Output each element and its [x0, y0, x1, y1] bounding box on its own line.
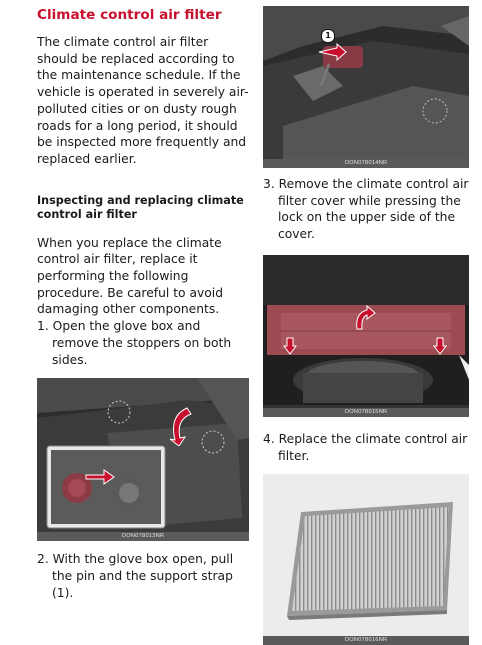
figure-air-filter — [263, 474, 469, 645]
right-column — [263, 6, 469, 645]
step-2: 2. With the glove box open, pull the pin and the support strap (1). — [37, 552, 234, 600]
section-body: The climate control air filter should be replaced according to the maintenance schedule. If the vehicle is operated in severely air-polluted cities or on dusty rough roads for a long period, it should be inspected more frequently and replaced earlier. — [37, 35, 249, 166]
rotate-arrow-icon — [167, 406, 193, 446]
lift-arrow-icon — [353, 305, 377, 331]
figure-caption: OON078016NR — [263, 636, 469, 645]
press-down-arrow-left-icon — [283, 337, 297, 355]
subsection-title: Inspecting and replacing climate control air filter — [37, 193, 244, 222]
figure-support-strap-illustration — [263, 6, 469, 168]
figure-caption: OON078014NR — [263, 159, 469, 168]
step-4: 4. Replace the climate control air filter. — [263, 431, 468, 463]
figure-caption: OON078013NR — [37, 532, 249, 541]
step-1: 1. Open the glove box and remove the stoppers on both sides. — [37, 319, 232, 367]
press-down-arrow-right-icon — [433, 337, 447, 355]
figure-filter-cover-illustration — [263, 255, 469, 417]
air-filter-icon — [263, 474, 469, 645]
pull-arrow-icon — [317, 42, 347, 62]
left-column — [37, 6, 249, 601]
pull-stopper-arrow-icon — [85, 468, 115, 486]
step-3: 3. Remove the climate control air filter cover while pressing the lock on the upper side of the cover. — [263, 177, 469, 242]
figure-stoppers — [37, 378, 249, 541]
figure-stoppers-illustration — [37, 378, 249, 541]
callout-badge: 1 — [321, 29, 335, 43]
figure-caption: OON078015NR — [263, 408, 469, 417]
figure-filter-cover — [263, 255, 469, 417]
figure-support-strap — [263, 6, 469, 168]
subsection-intro: When you replace the climate control air filter, replace it performing the following procedure. Be careful to avoid damaging other components. — [37, 235, 224, 317]
section-title: Climate control air filter — [37, 7, 222, 23]
